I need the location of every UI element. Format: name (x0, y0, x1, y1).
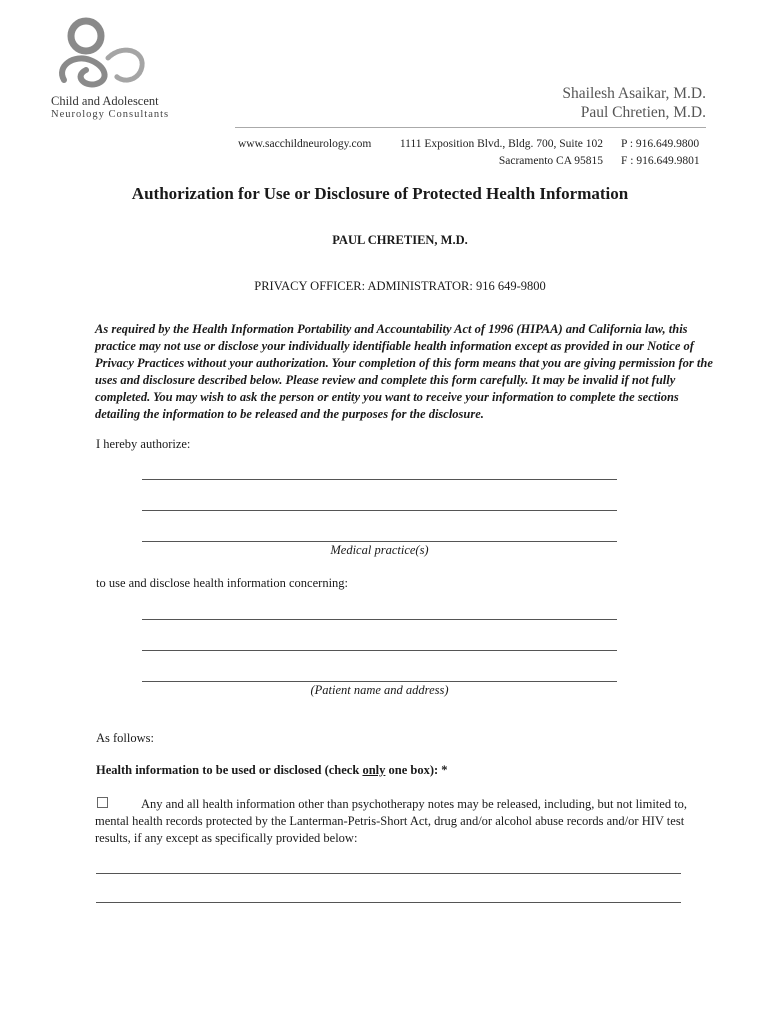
authorize-label: I hereby authorize: (96, 437, 191, 451)
form-title: Authorization for Use or Disclosure of Protected Health Information (131, 184, 629, 203)
doctor-name: PAUL CHRETIEN, M.D. (332, 233, 468, 247)
privacy-officer: PRIVACY OFFICER: ADMINISTRATOR: 916 649-9800 (254, 279, 546, 293)
health-info-heading: Health information to be used or disclosed (check only one box): * (96, 763, 448, 777)
physician-2: Paul Chretien, M.D. (580, 104, 706, 121)
patient-caption: (Patient name and address) (310, 683, 449, 697)
patient-line-1[interactable] (142, 619, 617, 620)
practice-line-3[interactable] (142, 541, 617, 542)
exception-line-1[interactable] (96, 873, 681, 874)
option-all-info-text: Any and all health information other than psychotherapy notes may be released, including, but not limited to, mental health records protected by the Lanterman-Petris-Short Act, drug and/or alcohol abuse records and/or HIV test results, if any except as specifically provided below: (95, 797, 688, 845)
org-name: Child and Adolescent (51, 94, 159, 108)
patient-line-2[interactable] (142, 650, 617, 651)
practice-line-1[interactable] (142, 479, 617, 480)
fax-number: F : 916.649.9801 (621, 155, 700, 167)
address-block (393, 136, 603, 170)
exception-line-2[interactable] (96, 902, 681, 903)
address-line-1: 1111 Exposition Blvd., Bldg. 700, Suite 102 (399, 138, 603, 150)
website-link[interactable]: www.sacchildneurology.com (238, 138, 372, 150)
address-line-2: Sacramento CA 95815 (498, 155, 603, 167)
org-subname: Neurology Consultants (51, 109, 170, 120)
patient-line-3[interactable] (142, 681, 617, 682)
practice-line-2[interactable] (142, 510, 617, 511)
concerning-label: to use and disclose health information concerning: (96, 576, 349, 590)
only-emphasis: only (362, 763, 386, 777)
header-divider (235, 127, 706, 128)
phone-fax-block (621, 136, 700, 170)
phone-number: P : 916.649.9800 (621, 138, 700, 150)
as-follows-label: As follows: (96, 731, 154, 745)
option-all-info-checkbox[interactable] (97, 797, 108, 808)
physician-1: Shailesh Asaikar, M.D. (562, 85, 706, 102)
physician-names (562, 84, 706, 122)
practice-caption: Medical practice(s) (330, 543, 429, 557)
hipaa-intro-paragraph: As required by the Health Information Portability and Accountability Act of 1996 (HIPAA) and California law, this practice may not use or disclose your individually identifiable health information except as provided in our Notice of Privacy Practices without your authorization. Your completion of this form means that you are giving permission for the uses and disclosure described below. Please review and complete this form carefully. It may be invalid if not fully completed. You may wish to ask the person or entity you want to receive your information to complete the sections detailing the information to be released and the purposes for the disclosure. (95, 322, 713, 421)
swirl-logo-icon (50, 14, 150, 94)
